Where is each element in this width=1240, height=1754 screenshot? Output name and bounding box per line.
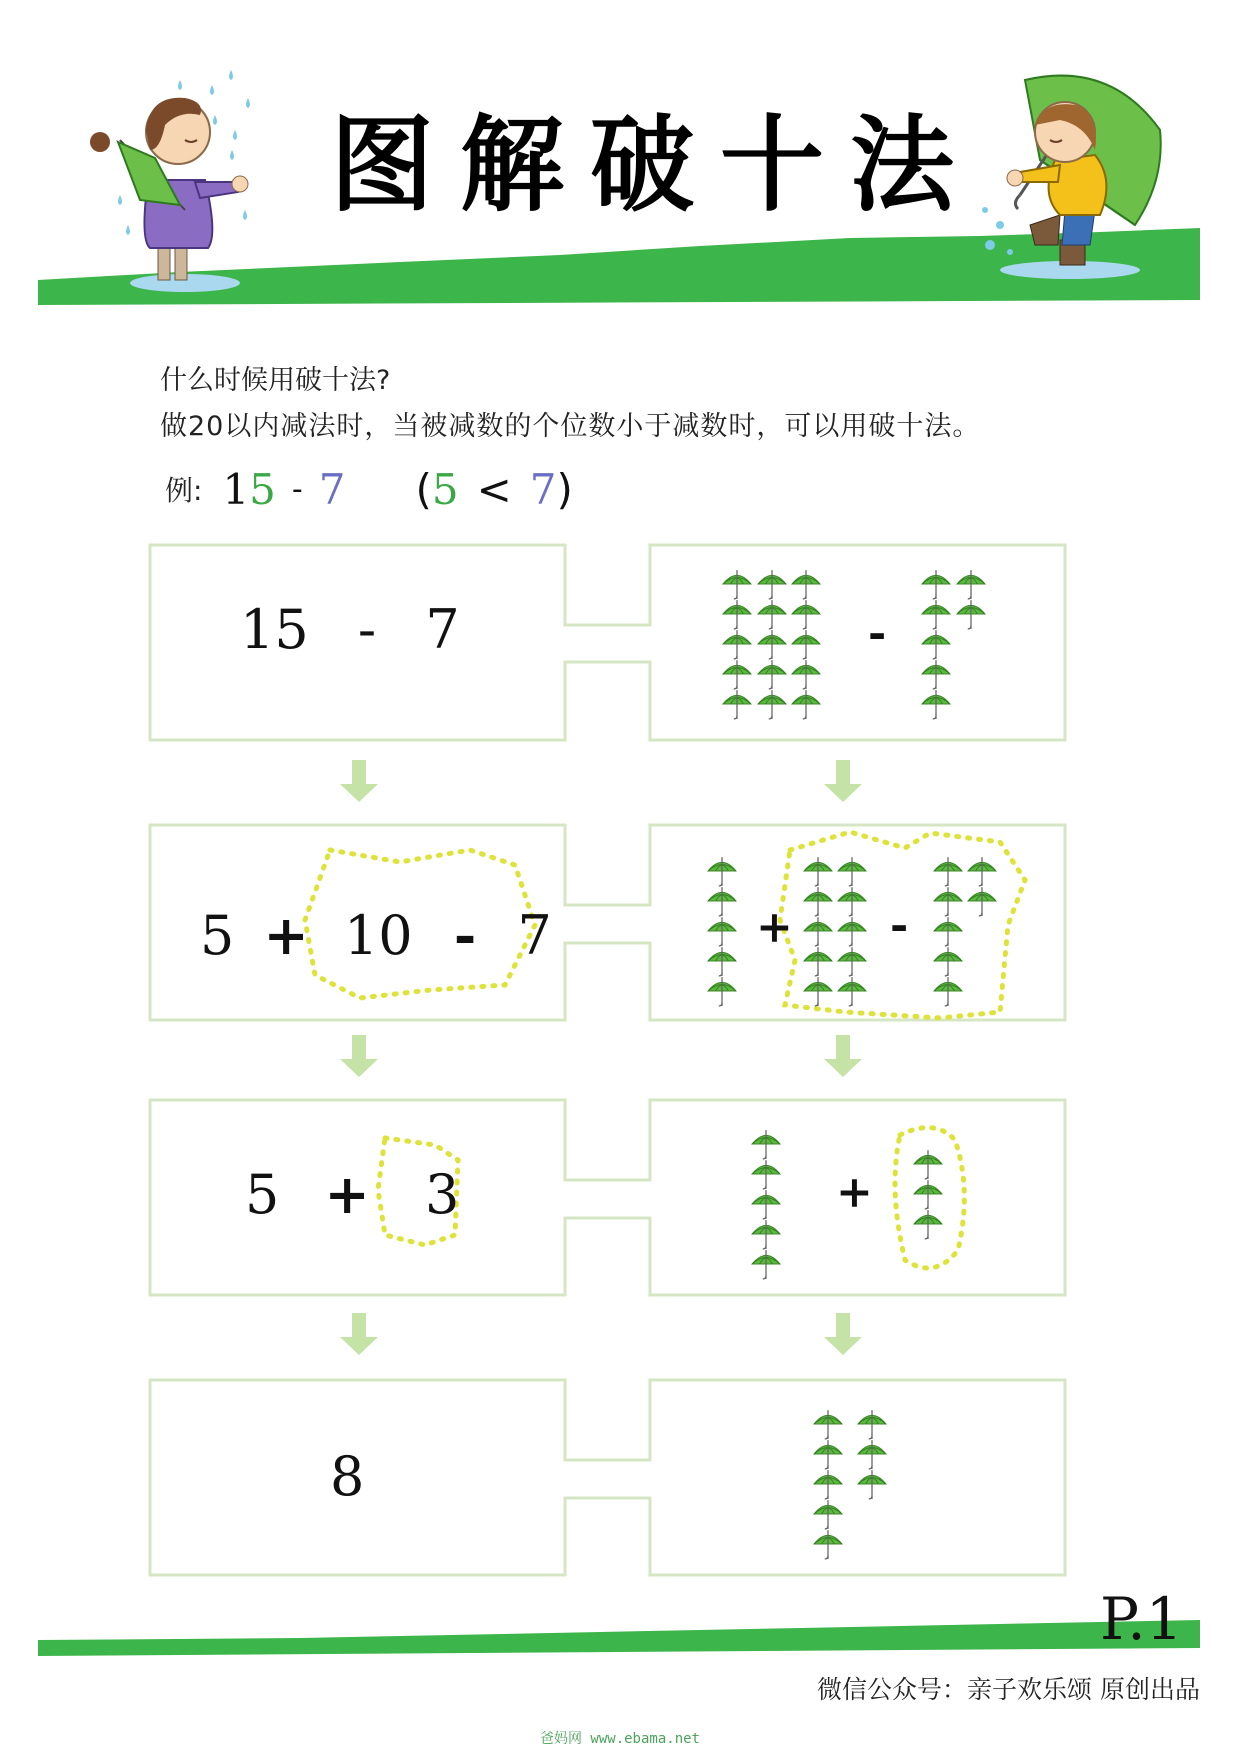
step1-subtrahend-umbrellas: [922, 570, 985, 719]
example-operator: -: [291, 471, 303, 507]
step3-plus-sign: +: [324, 1162, 370, 1226]
intro-question: 什么时候用破十法?: [160, 365, 391, 396]
step2-right-minus: -: [890, 900, 909, 951]
step1-left-equation: [240, 598, 460, 661]
step1-number-7: 7: [425, 598, 460, 661]
example-subtrahend: 7: [318, 464, 346, 514]
arrow-down-icon: [340, 760, 378, 802]
step2-left-equation: [200, 903, 552, 967]
example-compare-operator: <: [476, 464, 512, 514]
intro-answer: 做20以内减法时，当被减数的个位数小于减数时，可以用破十法。: [160, 411, 981, 442]
step2-seven-umbrellas: [934, 857, 996, 1006]
step2-number-5: 5: [200, 904, 235, 967]
example-open-paren: (: [415, 464, 432, 514]
step4-result-8: 8: [330, 1445, 365, 1508]
example-compare-left: 5: [431, 464, 459, 514]
step3-right-dotted-outline: [895, 1128, 964, 1268]
step2-five-umbrellas: [708, 857, 736, 1006]
step2-minus-sign: -: [453, 903, 477, 967]
step3-left-equation: [245, 1162, 459, 1226]
arrow-down-icon: [824, 760, 862, 802]
step3-five-umbrellas: [752, 1130, 780, 1279]
step1-right-operator: -: [868, 608, 887, 659]
step2-plus-sign: +: [263, 903, 309, 967]
step4-left-frame: [150, 1380, 1065, 1575]
arrow-down-icon: [340, 1313, 378, 1355]
arrow-down-icon: [340, 1035, 378, 1077]
step2-right-plus: +: [756, 902, 793, 953]
step2-number-7: 7: [517, 904, 552, 967]
page-number: P.1: [1100, 1585, 1183, 1653]
step2-number-10: 10: [343, 904, 413, 967]
step1-minus-sign: -: [357, 598, 377, 661]
down-arrows: [340, 760, 862, 1355]
page-title: 图解破十法: [330, 104, 981, 226]
example-close-paren: ): [556, 464, 573, 514]
arrow-down-icon: [824, 1035, 862, 1077]
step1-minuend-umbrellas: [723, 570, 820, 719]
step3-right-plus: +: [836, 1167, 873, 1218]
example-tens-digit: 1: [222, 464, 250, 514]
step3-three-umbrellas: [914, 1150, 942, 1239]
step4-eight-umbrellas: [814, 1410, 886, 1559]
step1-number-15: 15: [240, 598, 309, 661]
example-label: 例:: [165, 474, 203, 507]
step3-number-3: 3: [424, 1163, 460, 1226]
example-ones-digit: 5: [249, 464, 276, 514]
footer-credit: 微信公众号：亲子欢乐颂 原创出品: [817, 1675, 1200, 1704]
example-compare-right: 7: [529, 464, 557, 514]
step3-number-5: 5: [245, 1163, 280, 1226]
step2-ten-umbrellas: [804, 857, 866, 1006]
footer-grass-band: [38, 1620, 1200, 1656]
arrow-down-icon: [824, 1313, 862, 1355]
watermark: 爸妈网 www.ebama.net: [539, 1731, 700, 1747]
